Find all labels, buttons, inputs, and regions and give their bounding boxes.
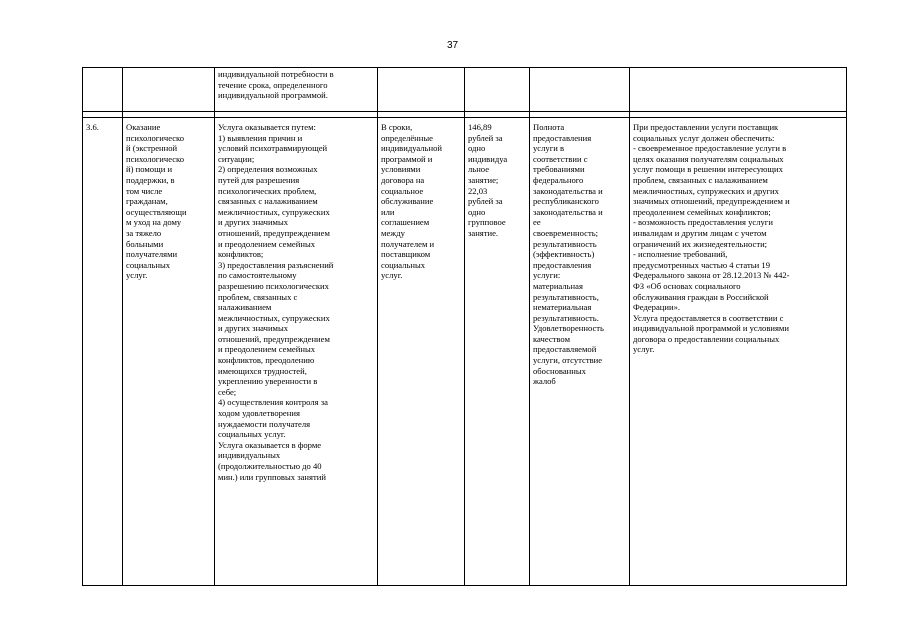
service-indicators: Полнота предоставления услуги в соответствии с требованиями федерального законодательства и республиканского законодательства и ее своевременность; результативность (эффективность) предоставления услуги: материальная результативность, нематериальная результативность. Удовлетворенность качеством предоставляемой услуги, отсутствие обоснованных жалоб [530, 118, 630, 586]
service-tariff: 146,89 рублей за одно индивидуа льное занятие; 22,03 рублей за одно групповое занятие. [465, 118, 530, 586]
continued-cell-number [83, 68, 123, 112]
service-number: 3.6. [83, 118, 123, 586]
continued-cell-indicators [530, 68, 630, 112]
page-number: 37 [446, 40, 459, 51]
continued-cell-tariff [465, 68, 530, 112]
service-terms: В сроки, определённые индивидуальной программой и условиями договора на социальное обслуживание или соглашением между получателем и поставщиком социальных услуг. [378, 118, 465, 586]
continued-cell-conditions [630, 68, 847, 112]
services-table [82, 67, 847, 586]
continued-cell-terms [378, 68, 465, 112]
service-description: Услуга оказывается путем: 1) выявления причин и условий психотравмирующей ситуации; 2) определения возможных путей для разрешения психологических проблем, связанных с налаживанием межличностных, супружеских и других значимых отношений, предупреждением и преодолением семейных конфликтов; 3) предоставления разъяснений по самостоятельному разрешению психологических проблем, связанных с налаживанием межличностных, супружеских и других значимых отношений, предупреждением и преодолением семейных конфликтов, преодолению имеющихся трудностей, укреплению уверенности в себе; 4) осуществления контроля за ходом удовлетворения нуждаемости получателя социальных услуг. Услуга оказывается в форме индивидуальных (продолжительностью до 40 мин.) или групповых занятий [215, 118, 378, 586]
continued-cell-name [123, 68, 215, 112]
service-row [83, 118, 847, 586]
service-conditions: При предоставлении услуги поставщик социальных услуг должен обеспечить: - своевременное предоставление услуги в целях оказания получателям социальных услуг помощи в решении интересующих проблем, связанных с налаживанием межличностных, супружеских и других значимых отношений, предупреждением и преодолением семейных конфликтов; - возможность предоставления услуги инвалидам и другим лицам с учетом ограничений их жизнедеятельности; - исполнение требований, предусмотренных частью 4 статьи 19 Федерального закона от 28.12.2013 № 442- ФЗ «Об основах социального обслуживания граждан в Российской Федерации». Услуга предоставляется в соответствии с индивидуальной программой и условиями договора о предоставлении социальных услуг. [630, 118, 847, 586]
continued-cell-description: индивидуальной потребности в течение срока, определенного индивидуальной программой. [215, 68, 378, 112]
continued-row [83, 68, 847, 112]
service-name: Оказание психологическо й (экстренной психологическо й) помощи и поддержки, в том числе гражданам, осуществляющи м уход на дому за тяжело больными получателями социальных услуг. [123, 118, 215, 586]
